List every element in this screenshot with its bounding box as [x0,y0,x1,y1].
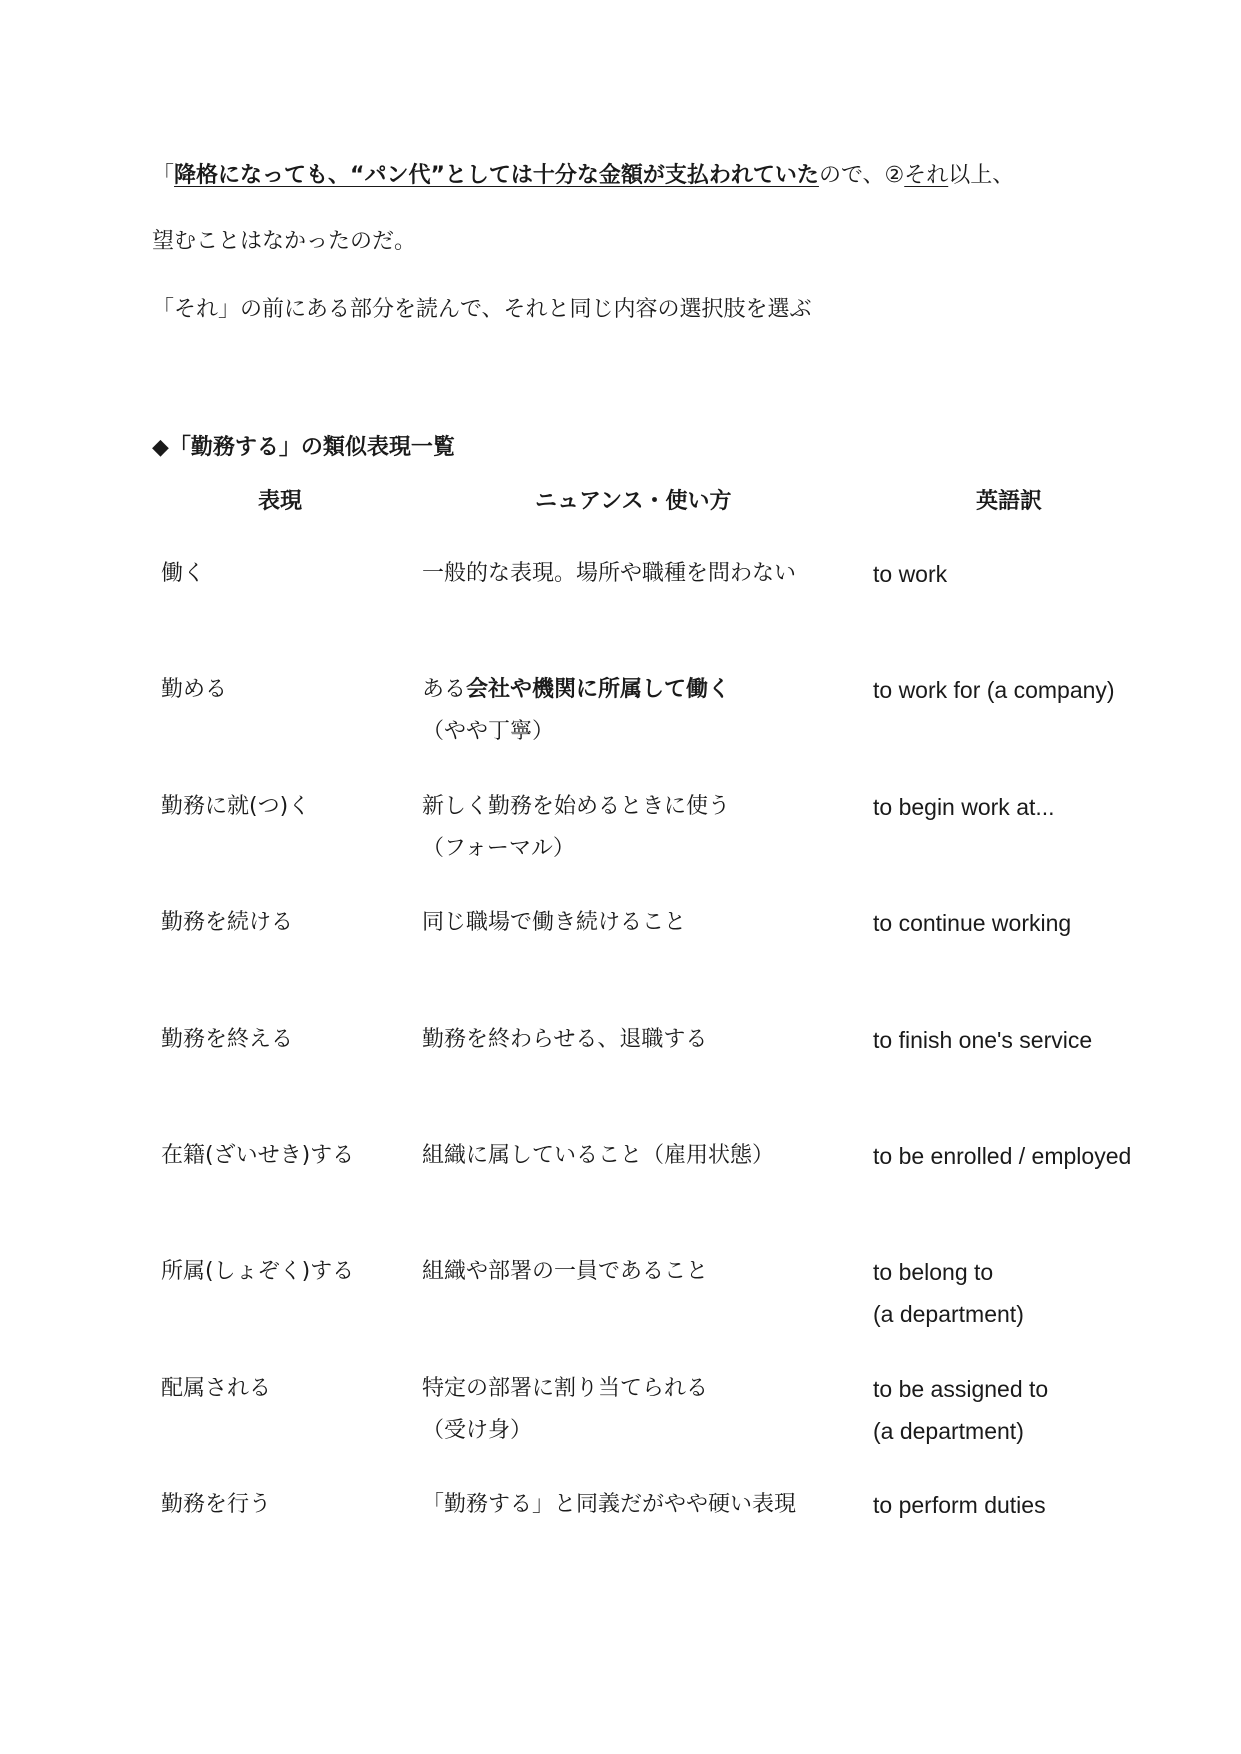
open-bracket: 「 [152,163,175,188]
intro-mid-text: ので、② [818,163,905,188]
header-expression: 表現 [258,489,303,514]
row-3-english: to begin work at... [873,794,1055,820]
row-7-english-line1: to belong to [873,1259,994,1285]
row-9-english: to perform duties [873,1492,1046,1518]
row-5-english: to finish one's service [873,1027,1093,1053]
row-5-expression: 勤務を終える [161,1027,294,1052]
header-nuance: ニュアンス・使い方 [535,489,732,514]
header-english: 英語訳 [976,489,1043,514]
row-3-nuance-line2: （フォーマル） [422,836,575,861]
row-8-expression: 配属される [161,1376,272,1401]
row-2-nuance [422,669,730,753]
row-7-expression: 所属(しょぞく)する [161,1259,355,1284]
row-8-english-line1: to be assigned to [873,1376,1049,1402]
row-2-english: to work for (a company) [873,677,1115,703]
row-3-expression: 勤務に就(つ)く [161,794,311,819]
row-6-nuance: 組織に属していること（雇用状態） [422,1143,775,1168]
row-2-expression: 勤める [161,677,228,702]
row-1-nuance: 一般的な表現。場所や職種を問わない [422,561,797,586]
row-2-nuance-prefix: ある [422,677,467,702]
row-7-nuance: 組織や部署の一員であること [422,1259,709,1284]
row-9-expression: 勤務を行う [161,1492,272,1517]
row-5-nuance: 勤務を終わらせる、退職する [422,1027,708,1052]
instruction-line: 「それ」の前にある部分を読んで、それと同じ内容の選択肢を選ぶ [152,297,812,322]
row-8-english-line2: (a department) [873,1418,1024,1444]
intro-end-text: 以上、 [948,163,1015,188]
intro-line-2: 望むことはなかったのだ。 [152,229,417,254]
intro-line-1 [152,158,1014,189]
row-8-nuance-line2: （受け身） [422,1418,533,1443]
row-7-english-line2: (a department) [873,1301,1024,1327]
row-3-nuance-line1: 新しく勤務を始めるときに使う [422,794,731,819]
underlined-sore: それ [904,163,949,188]
row-8-english [873,1368,1048,1452]
row-2-nuance-bold: 会社や機関に所属して働く [466,677,731,702]
row-1-english: to work [873,561,948,587]
row-9-nuance: 「勤務する」と同義だがやや硬い表現 [422,1492,797,1517]
row-4-english: to continue working [873,910,1072,936]
quoted-bold-phrase: 降格になっても、“パン代”としては十分な金額が支払われていた [174,163,819,188]
row-4-nuance: 同じ職場で働き続けること [422,910,687,935]
row-6-expression: 在籍(ざいせき)する [161,1143,355,1168]
row-1-expression: 働く [161,561,206,586]
row-8-nuance-line1: 特定の部署に割り当てられる [422,1376,709,1401]
row-3-nuance [422,786,730,870]
row-4-expression: 勤務を続ける [161,910,294,935]
row-7-english [873,1251,1024,1335]
row-6-english: to be enrolled / employed [873,1143,1132,1169]
row-8-nuance [422,1368,708,1452]
section-title: ◆「勤務する」の類似表現一覧 [152,435,455,460]
row-2-nuance-line2: （やや丁寧） [422,719,555,744]
